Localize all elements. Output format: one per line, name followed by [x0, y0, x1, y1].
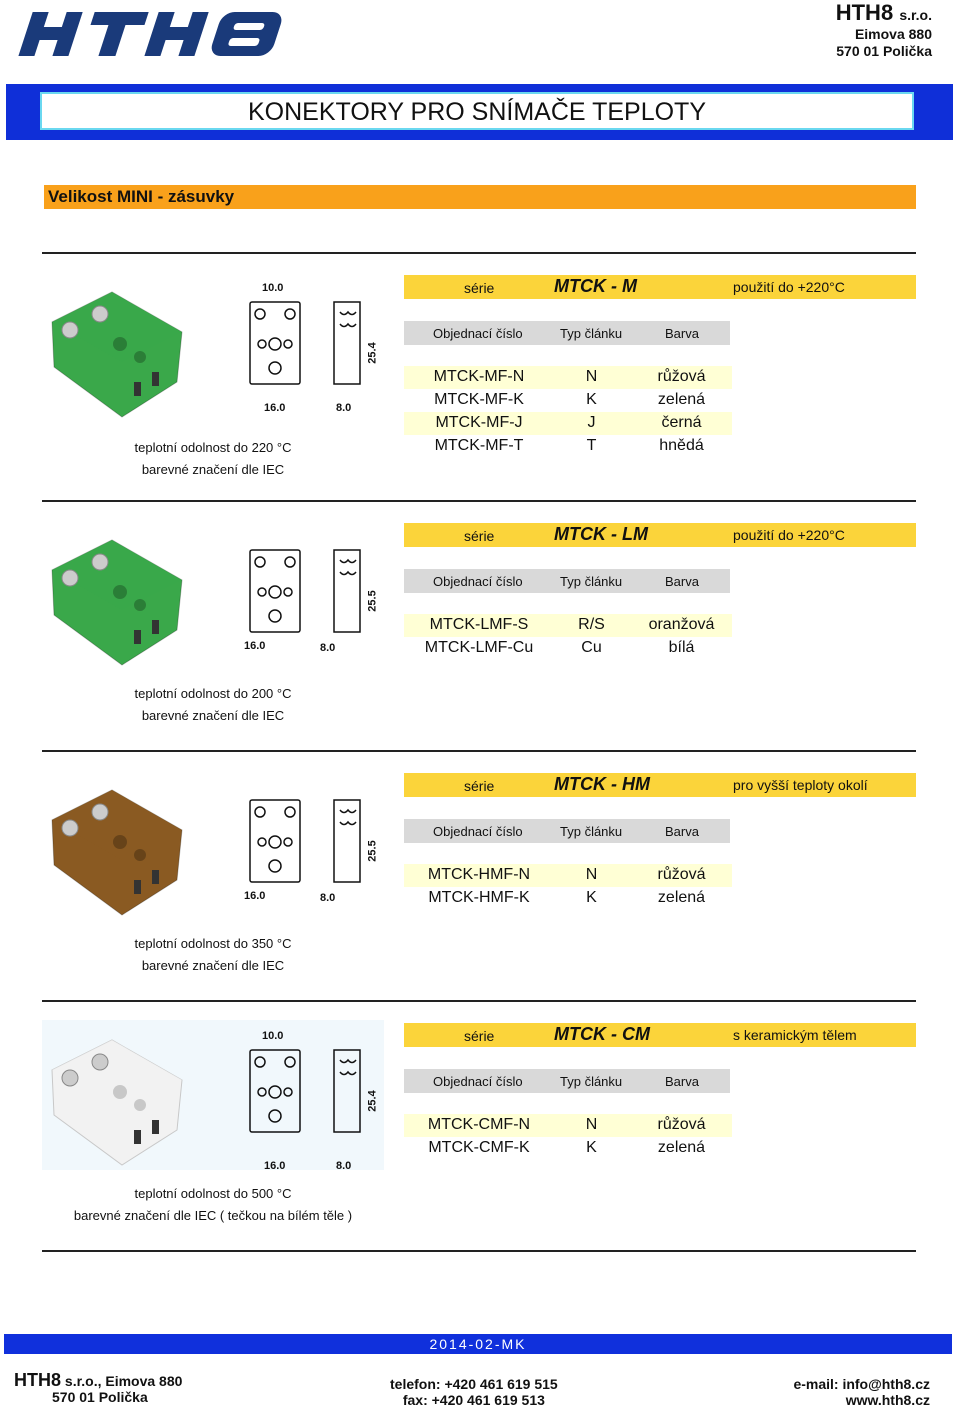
dim-depth: 8.0	[320, 892, 336, 904]
color-coding-note: barevné značení dle IEC	[141, 462, 285, 477]
series-bar	[404, 523, 916, 547]
company-street: Eimova 880	[854, 26, 932, 42]
thermocouple-type: K	[586, 1139, 597, 1156]
footer-city: 570 01 Polička	[52, 1389, 148, 1405]
thermocouple-type: K	[586, 889, 597, 906]
product-image	[42, 272, 384, 422]
section-divider	[42, 500, 916, 502]
order-number: MTCK-MF-J	[435, 414, 523, 431]
table-header	[404, 321, 730, 345]
connector-color: růžová	[657, 1116, 706, 1133]
dim-depth: 8.0	[336, 1160, 352, 1172]
connector-photo	[42, 272, 384, 422]
series-code: MTCK - HM	[554, 774, 650, 794]
order-number: MTCK-LMF-S	[429, 616, 529, 633]
footer-contact	[390, 1376, 558, 1408]
dim-height: 25.5	[366, 840, 379, 862]
product-row	[404, 637, 732, 660]
order-number: MTCK-CMF-K	[428, 1139, 530, 1156]
footer-fax: fax: +420 461 619 513	[402, 1392, 545, 1408]
col-color: Barva	[665, 326, 699, 341]
dim-width: 10.0	[262, 282, 284, 294]
series-usage: s keramickým tělem	[733, 1027, 857, 1043]
series-usage: pro vyšší teploty okolí	[733, 777, 868, 793]
thermocouple-type: N	[585, 1116, 598, 1133]
connector-color: zelená	[657, 1139, 706, 1156]
hth8-logo	[12, 8, 317, 60]
product-row	[404, 366, 732, 389]
product-row	[404, 389, 732, 412]
order-number: MTCK-MF-K	[434, 391, 524, 408]
thermocouple-type: J	[587, 414, 596, 431]
company-city: 570 01 Polička	[836, 43, 932, 59]
company-address	[836, 2, 932, 60]
series-bar	[404, 275, 916, 299]
color-coding-note: barevné značení dle IEC	[141, 708, 285, 723]
thermocouple-type: N	[585, 866, 598, 883]
thermocouple-type: T	[586, 437, 597, 454]
thermocouple-type: K	[586, 391, 597, 408]
section-divider	[42, 252, 916, 254]
col-order-number: Objednací číslo	[433, 1074, 523, 1089]
footer-email[interactable]: e-mail: info@hth8.cz	[793, 1376, 930, 1392]
series-usage: použití do +220°C	[733, 527, 845, 543]
col-order-number: Objednací číslo	[433, 824, 523, 839]
page-title: KONEKTORY PRO SNÍMAČE TEPLOTY	[40, 92, 914, 130]
temperature-resistance: teplotní odolnost do 500 °C	[134, 1186, 292, 1201]
col-type: Typ článku	[560, 1074, 623, 1089]
footer-website[interactable]: www.hth8.cz	[845, 1392, 930, 1408]
col-type: Typ článku	[560, 824, 623, 839]
series-code: MTCK - M	[554, 276, 637, 296]
connector-color: hnědá	[659, 437, 704, 454]
section-divider	[42, 1000, 916, 1002]
revision-bar: 2014-02-MK	[4, 1334, 952, 1354]
col-color: Barva	[665, 824, 699, 839]
series-label: série	[464, 280, 495, 296]
connector-color: růžová	[657, 368, 706, 385]
col-type: Typ článku	[560, 574, 623, 589]
series-code: MTCK - LM	[554, 524, 648, 544]
temperature-resistance: teplotní odolnost do 200 °C	[134, 686, 292, 701]
dim-base: 16.0	[264, 1160, 286, 1172]
footer-phone: telefon: +420 461 619 515	[390, 1376, 558, 1392]
company-name: HTH8	[835, 0, 894, 25]
series-label: série	[464, 778, 495, 794]
order-number: MTCK-CMF-N	[427, 1116, 531, 1133]
connector-color: černá	[661, 414, 702, 431]
col-color: Barva	[665, 574, 699, 589]
col-order-number: Objednací číslo	[433, 574, 523, 589]
dim-base: 16.0	[244, 640, 266, 652]
thermocouple-type: N	[585, 368, 598, 385]
section-divider	[42, 750, 916, 752]
dim-height: 25.5	[366, 590, 379, 612]
product-row	[404, 1137, 732, 1160]
thermocouple-type: Cu	[581, 639, 602, 656]
connector-color: zelená	[657, 391, 706, 408]
connector-color: bílá	[668, 639, 695, 656]
color-coding-note: barevné značení dle IEC	[141, 958, 285, 973]
dim-height: 25.4	[366, 342, 379, 364]
connector-color: oranžová	[648, 616, 715, 633]
footer-company-rest: s.r.o., Eimova 880	[64, 1373, 183, 1389]
product-row	[404, 614, 732, 637]
product-row	[404, 435, 732, 458]
col-color: Barva	[665, 1074, 699, 1089]
order-number: MTCK-HMF-K	[428, 889, 530, 906]
dim-width: 10.0	[262, 1030, 284, 1042]
col-order-number: Objednací číslo	[433, 326, 523, 341]
temperature-resistance: teplotní odolnost do 220 °C	[134, 440, 292, 455]
color-coding-note: barevné značení dle IEC ( tečkou na bílém těle )	[73, 1208, 353, 1223]
thermocouple-type: R/S	[578, 616, 605, 633]
series-label: série	[464, 528, 495, 544]
section-note	[42, 437, 384, 481]
order-number: MTCK-MF-T	[434, 437, 524, 454]
title-band	[6, 84, 953, 140]
footer-web	[793, 1376, 930, 1408]
series-label: série	[464, 1028, 495, 1044]
connector-photo	[42, 1020, 384, 1170]
order-number: MTCK-MF-N	[433, 368, 525, 385]
col-type: Typ článku	[560, 326, 623, 341]
footer-address	[14, 1372, 182, 1405]
product-row	[404, 1114, 732, 1137]
product-row	[404, 887, 732, 910]
dim-depth: 8.0	[336, 402, 352, 414]
footer-company: HTH8	[14, 1370, 62, 1390]
product-image	[42, 1020, 384, 1170]
dim-base: 16.0	[244, 890, 266, 902]
series-bar	[404, 773, 916, 797]
order-number: MTCK-HMF-N	[427, 866, 531, 883]
connector-color: růžová	[657, 866, 706, 883]
section-note	[42, 1183, 384, 1227]
product-row	[404, 864, 732, 887]
company-suffix: s.r.o.	[899, 7, 932, 23]
series-code: MTCK - CM	[554, 1024, 650, 1044]
dim-height: 25.4	[366, 1090, 379, 1112]
table-header	[404, 819, 730, 843]
table-header	[404, 1069, 730, 1093]
series-bar	[404, 1023, 916, 1047]
section-note	[42, 683, 384, 727]
product-row	[404, 412, 732, 435]
section-note	[42, 933, 384, 977]
table-header	[404, 569, 730, 593]
dim-depth: 8.0	[320, 642, 336, 654]
connector-color: zelená	[657, 889, 706, 906]
dim-base: 16.0	[264, 402, 286, 414]
size-heading: Velikost MINI - zásuvky	[44, 185, 916, 209]
order-number: MTCK-LMF-Cu	[424, 639, 534, 656]
section-divider	[42, 1250, 916, 1252]
series-usage: použití do +220°C	[733, 279, 845, 295]
temperature-resistance: teplotní odolnost do 350 °C	[134, 936, 292, 951]
